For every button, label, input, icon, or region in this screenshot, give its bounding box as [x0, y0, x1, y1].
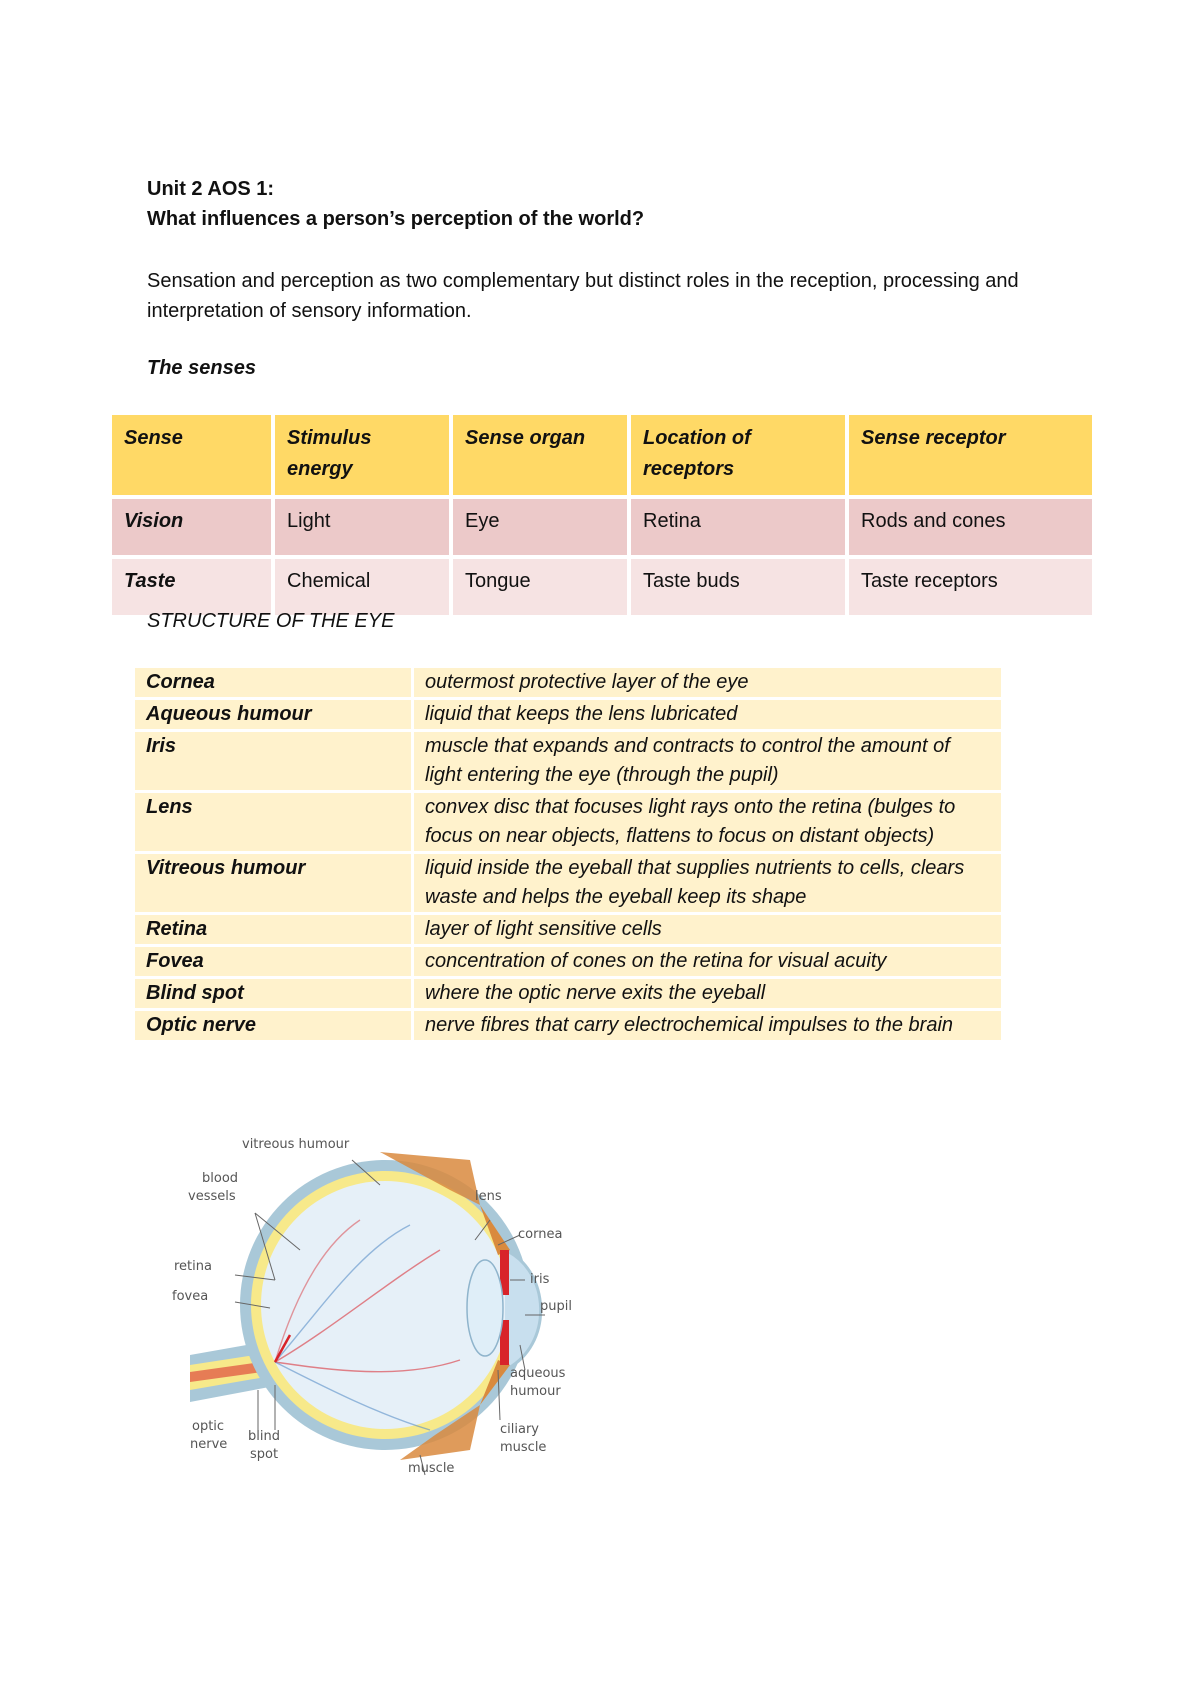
header-cell-sense: Sense: [112, 415, 271, 495]
label-aqueous: aqueous: [510, 1366, 566, 1381]
table-row: [135, 978, 1001, 1010]
lens-shape: [467, 1260, 503, 1356]
header-cell-stimulus: Stimulus energy: [275, 415, 449, 495]
header-cell-location: Location of receptors: [631, 415, 845, 495]
structure-table: [135, 668, 1001, 1043]
label-vitreous-humour: vitreous humour: [242, 1137, 350, 1152]
cell-stimulus: Light: [275, 499, 449, 555]
label-blind: blind: [248, 1429, 280, 1444]
label-humour: humour: [510, 1384, 561, 1399]
label-pupil: pupil: [540, 1299, 572, 1314]
cell-sense: Taste: [112, 559, 271, 615]
term-cell: Retina: [135, 914, 413, 946]
term-cell: Aqueous humour: [135, 699, 413, 731]
senses-heading: The senses: [147, 357, 256, 379]
eye-structure-diagram: [172, 1130, 620, 1510]
table-row: [135, 853, 1001, 914]
definition-cell: muscle that expands and contracts to control the amount of light entering the eye (through the pupil): [413, 731, 1002, 792]
definition-cell: layer of light sensitive cells: [413, 914, 1002, 946]
structure-heading: STRUCTURE OF THE EYE: [147, 610, 395, 632]
table-row: [135, 1010, 1001, 1042]
definition-cell: convex disc that focuses light rays onto the retina (bulges to focus on near objects, flattens to focus on distant objects): [413, 792, 1002, 853]
definition-cell: concentration of cones on the retina for visual acuity: [413, 946, 1002, 978]
intro-paragraph: Sensation and perception as two complementary but distinct roles in the reception, processing and interpretation of sensory information.: [147, 270, 1019, 322]
table-row: [135, 668, 1001, 699]
label-ciliary-muscle: muscle: [500, 1440, 547, 1455]
table-row: [112, 559, 1092, 615]
cell-receptor: Taste receptors: [849, 559, 1092, 615]
senses-table-header: [112, 415, 1092, 495]
cell-stimulus: Chemical: [275, 559, 449, 615]
term-cell: Lens: [135, 792, 413, 853]
table-row: [135, 699, 1001, 731]
page-question: What influences a person’s perception of the world?: [147, 208, 645, 230]
cornea-shape: [505, 1250, 541, 1370]
label-cornea: cornea: [518, 1227, 563, 1242]
table-row: [135, 946, 1001, 978]
cell-location: Taste buds: [631, 559, 845, 615]
label-nerve: nerve: [190, 1437, 228, 1452]
label-muscle: muscle: [408, 1461, 455, 1476]
label-ciliary: ciliary: [500, 1422, 539, 1437]
term-cell: Optic nerve: [135, 1010, 413, 1042]
label-spot: spot: [250, 1447, 279, 1462]
table-row: [135, 731, 1001, 792]
term-cell: Vitreous humour: [135, 853, 413, 914]
term-cell: Iris: [135, 731, 413, 792]
term-cell: Cornea: [135, 668, 413, 699]
cell-location: Retina: [631, 499, 845, 555]
label-vessels: vessels: [188, 1189, 236, 1204]
definition-cell: where the optic nerve exits the eyeball: [413, 978, 1002, 1010]
cell-receptor: Rods and cones: [849, 499, 1092, 555]
cell-organ: Tongue: [453, 559, 627, 615]
cell-sense: Vision: [112, 499, 271, 555]
term-cell: Blind spot: [135, 978, 413, 1010]
definition-cell: liquid inside the eyeball that supplies nutrients to cells, clears waste and helps the eyeball keep its shape: [413, 853, 1002, 914]
table-row: [112, 499, 1092, 555]
label-fovea: fovea: [172, 1289, 209, 1304]
definition-cell: nerve fibres that carry electrochemical impulses to the brain: [413, 1010, 1002, 1042]
cell-organ: Eye: [453, 499, 627, 555]
label-optic: optic: [192, 1419, 225, 1434]
senses-table: [108, 411, 1096, 619]
definition-cell: liquid that keeps the lens lubricated: [413, 699, 1002, 731]
label-lens: lens: [475, 1189, 502, 1204]
header-cell-organ: Sense organ: [453, 415, 627, 495]
unit-title: Unit 2 AOS 1:: [147, 178, 275, 200]
definition-cell: outermost protective layer of the eye: [413, 668, 1002, 699]
label-iris: iris: [530, 1272, 550, 1287]
header-cell-receptor: Sense receptor: [849, 415, 1092, 495]
label-retina: retina: [174, 1259, 212, 1274]
term-cell: Fovea: [135, 946, 413, 978]
table-row: [135, 792, 1001, 853]
table-row: [135, 914, 1001, 946]
label-blood: blood: [202, 1171, 239, 1186]
